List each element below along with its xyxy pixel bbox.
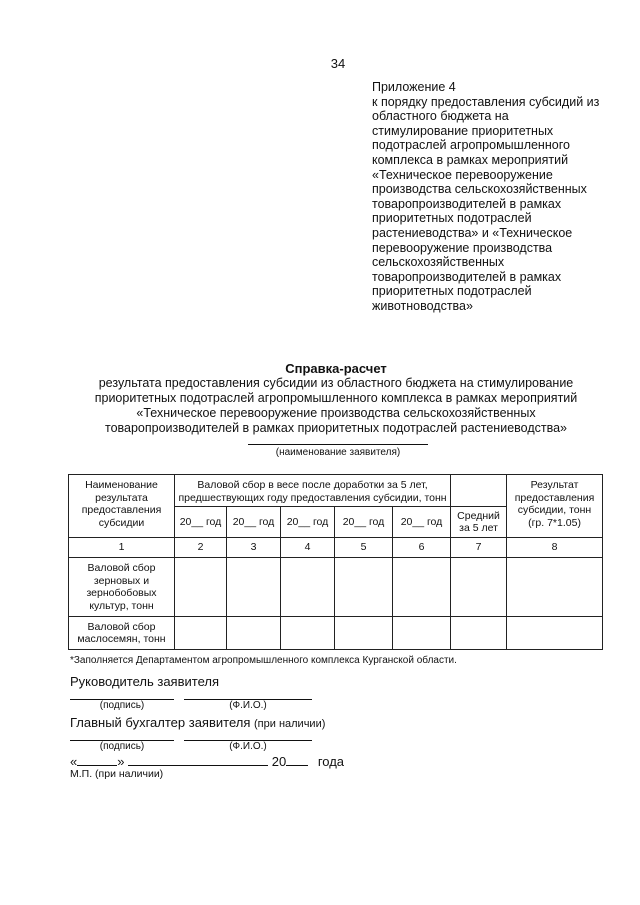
document-subtitle	[60, 376, 612, 436]
appendix-line: «Техническое перевооружение	[372, 167, 553, 182]
head-name-caption: (Ф.И.О.)	[229, 700, 267, 711]
appendix-line: подотраслей агропромышленного	[372, 138, 570, 153]
column-number: 1	[69, 538, 175, 558]
header-gross-harvest: Валовой сбор в весе после доработки за 5 лет, предшествующих году предоставления субсидии, тонн	[175, 475, 451, 507]
date-close-quote: »	[117, 754, 125, 769]
applicant-name-line	[248, 444, 428, 445]
table-cell	[451, 558, 507, 617]
applicant-name-caption: (наименование заявителя)	[275, 447, 401, 458]
appendix-line: стимулирование приоритетных	[372, 123, 554, 138]
header-result-name: Наименование результата предоставления субсидии	[69, 475, 175, 538]
column-number: 8	[507, 538, 603, 558]
appendix-line: приоритетных подотраслей	[372, 284, 532, 299]
accountant-name-caption: (Ф.И.О.)	[229, 741, 267, 752]
date-open-quote: «	[70, 754, 78, 769]
date-day-blank	[77, 753, 117, 766]
header-gross-harvest-cont	[451, 475, 507, 507]
page-number: 34	[330, 56, 346, 71]
appendix-line: товаропроизводителей в рамках	[372, 196, 562, 211]
appendix-line: комплекса в рамках мероприятий	[372, 152, 569, 167]
table-cell	[335, 558, 393, 617]
table-cell	[507, 617, 603, 650]
appendix-line: животноводства»	[372, 298, 473, 313]
table-cell	[281, 558, 335, 617]
column-number: 4	[281, 538, 335, 558]
table-cell	[175, 558, 227, 617]
appendix-block	[372, 80, 632, 314]
table-cell	[335, 617, 393, 650]
header-subsidy-result: Результат предоставления субсидии, тонн (гр. 7*1.05)	[507, 475, 603, 538]
accountant-signature-label	[70, 715, 325, 730]
date-line	[70, 753, 344, 769]
accountant-sign-caption: (подпись)	[99, 741, 145, 752]
table-cell	[175, 617, 227, 650]
appendix-line: областного бюджета на	[372, 109, 509, 124]
head-sign-caption: (подпись)	[99, 700, 145, 711]
appendix-line: товаропроизводителей в рамках	[372, 269, 562, 284]
date-year-suffix: года	[317, 754, 345, 769]
table-cell	[393, 617, 451, 650]
header-year: 20__ год	[393, 507, 451, 538]
table-cell	[281, 617, 335, 650]
date-year-blank	[286, 753, 308, 766]
subtitle-line: товаропроизводителей в рамках приоритетных подотраслей растениеводства»	[104, 421, 567, 435]
column-number: 5	[335, 538, 393, 558]
row-label-grain: Валовой сбор зерновых и зернобобовых культур, тонн	[69, 558, 175, 617]
table-row	[69, 558, 603, 617]
appendix-line: растениеводства» и «Техническое	[372, 225, 573, 240]
appendix-title: Приложение 4	[372, 80, 456, 94]
column-number: 2	[175, 538, 227, 558]
table-cell	[393, 558, 451, 617]
header-year: 20__ год	[281, 507, 335, 538]
table-row	[69, 617, 603, 650]
stamp-place: М.П. (при наличии)	[70, 768, 164, 780]
subtitle-line: результата предоставления субсидии из областного бюджета на стимулирование	[98, 376, 574, 390]
accountant-label-text: Главный бухгалтер заявителя	[70, 715, 251, 730]
accountant-label-note: (при наличии)	[254, 718, 326, 730]
header-year: 20__ год	[335, 507, 393, 538]
appendix-line: к порядку предоставления субсидий из	[372, 94, 600, 109]
column-number: 7	[451, 538, 507, 558]
subtitle-line: «Техническое перевооружение производства сельскохозяйственных	[136, 406, 536, 420]
header-average: Средний за 5 лет	[451, 507, 507, 538]
header-year: 20__ год	[227, 507, 281, 538]
table-cell	[227, 558, 281, 617]
appendix-line: приоритетных подотраслей	[372, 211, 532, 226]
calculation-table	[68, 474, 603, 650]
column-number: 6	[393, 538, 451, 558]
date-year-prefix: 20	[271, 754, 287, 769]
head-signature-label: Руководитель заявителя	[70, 674, 219, 689]
date-month-blank	[128, 753, 268, 766]
appendix-line: производства сельскохозяйственных	[372, 182, 587, 197]
table-cell	[227, 617, 281, 650]
row-label-oilseeds: Валовой сбор маслосемян, тонн	[69, 617, 175, 650]
footnote: *Заполняется Департаментом агропромышленного комплекса Курганской области.	[70, 655, 457, 666]
document-title: Справка-расчет	[285, 361, 387, 376]
column-number: 3	[227, 538, 281, 558]
appendix-line: перевооружение производства	[372, 240, 553, 255]
table-cell	[507, 558, 603, 617]
appendix-line: сельскохозяйственных	[372, 255, 505, 270]
subtitle-line: приоритетных подотраслей агропромышленного комплекса в рамках мероприятий	[94, 391, 578, 405]
header-year: 20__ год	[175, 507, 227, 538]
table-cell	[451, 617, 507, 650]
